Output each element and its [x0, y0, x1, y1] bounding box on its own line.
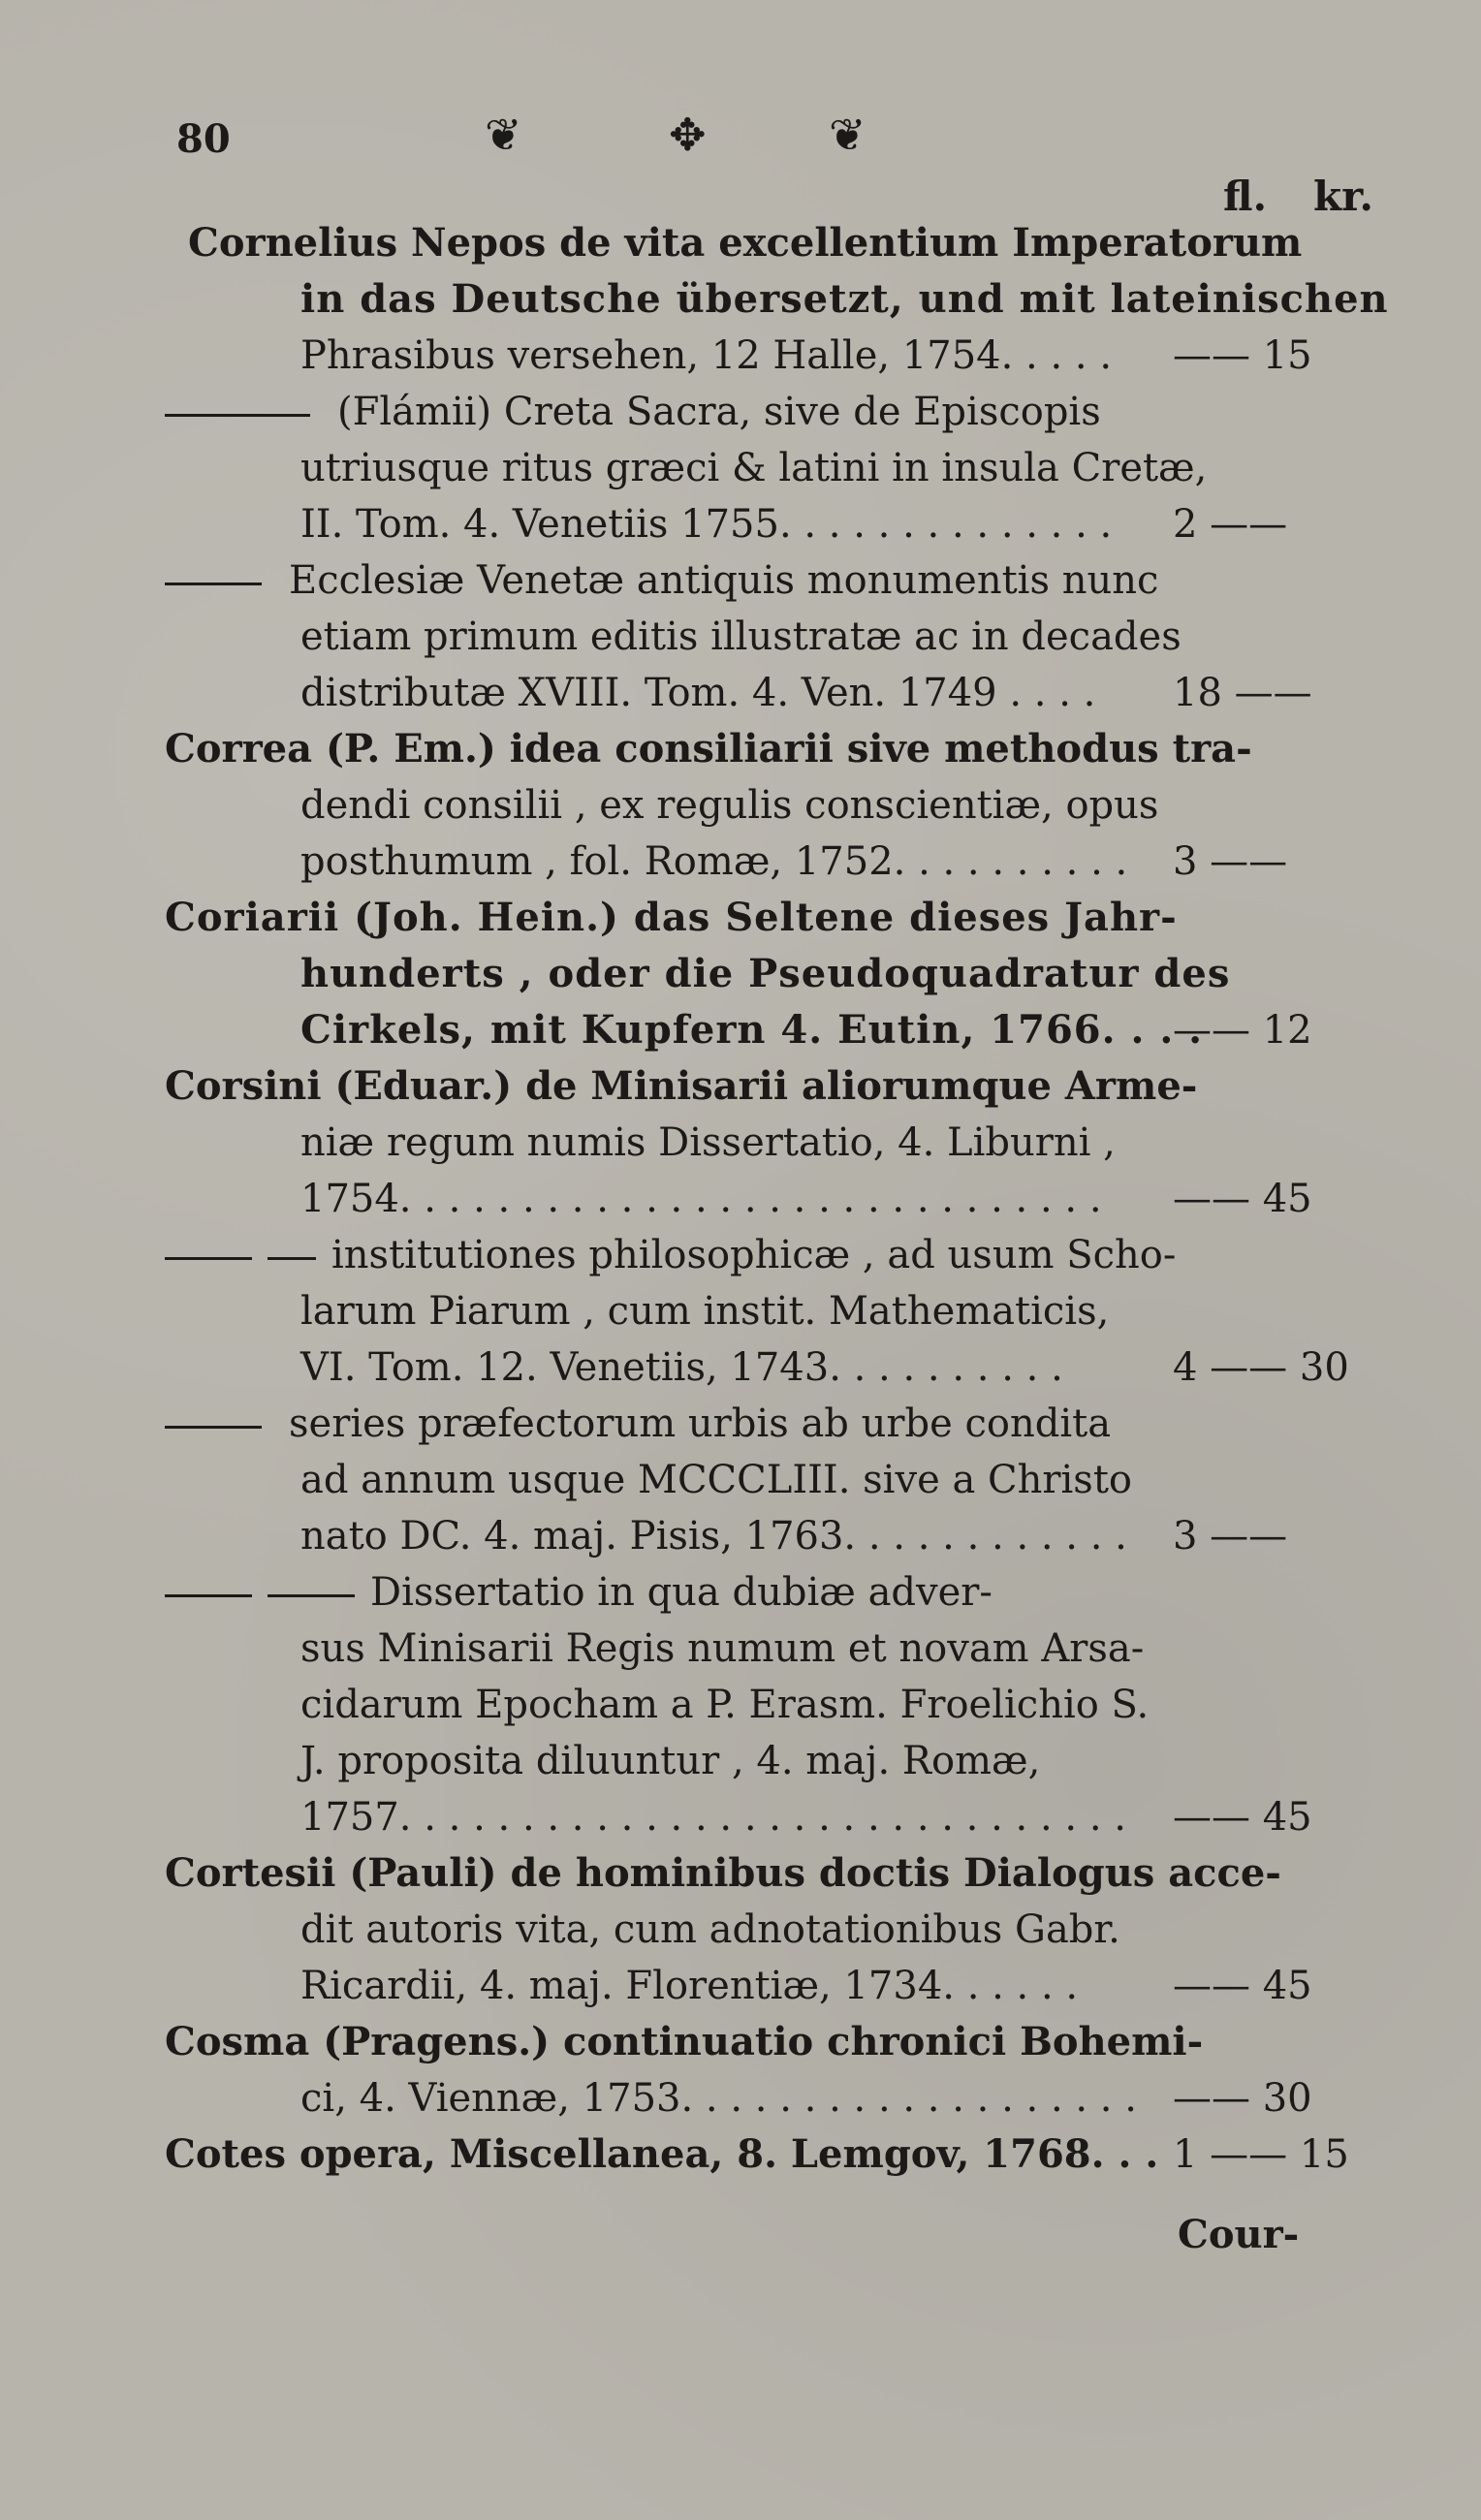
entry-line: 1757. . . . . . . . . . . . . . . . . . . . . . . . . . . . . . —— 45 — [165, 1789, 1376, 1845]
entry-line: Cotes opera, Miscellanea, 8. Lemgov, 1768. . . 1 —— 15 — [165, 2126, 1376, 2183]
entry-price: —— 30 — [1173, 2076, 1312, 2121]
entry-line: hunderts , oder die Pseudoquadratur des — [300, 951, 1231, 996]
entry-line: Corsini (Eduar.) de Minisarii aliorumque Arme- — [165, 1063, 1198, 1109]
catchword: Cour- — [1178, 2212, 1300, 2257]
entry-line: utriusque ritus græci & latini in insula Cretæ, — [300, 446, 1208, 490]
column-header-fl: fl. — [1223, 173, 1268, 220]
entry-line: larum Piarum , cum instit. Mathematicis, — [300, 1289, 1110, 1334]
entry-line: ad annum usque MCCCLIII. sive a Christo — [300, 1458, 1132, 1502]
entry-line: dit autoris vita, cum adnotationibus Gabr. — [300, 1907, 1120, 1952]
entry-price: —— 12 — [1173, 1008, 1312, 1053]
ditto-dash — [165, 414, 310, 417]
entry-line: niæ regum numis Dissertatio, 4. Liburni , — [300, 1120, 1116, 1165]
entry-line: Dissertatio in qua dubiæ adver- — [165, 1564, 1376, 1621]
entry-line: Phrasibus versehen, 12 Halle, 1754. . . . . —— 15 — [165, 328, 1376, 384]
entry-price: —— 15 — [1173, 333, 1312, 378]
catalog-entry — [165, 1396, 1376, 1564]
ditto-dash — [165, 1426, 262, 1429]
entry-line: ci, 4. Viennæ, 1753. . . . . . . . . . . . . . . . . . . —— 30 — [165, 2070, 1376, 2126]
entry-line: Cosma (Pragens.) continuatio chronici Bohemi- — [165, 2019, 1204, 2064]
catalog-entry — [165, 2126, 1376, 2183]
catalog-entry — [165, 552, 1376, 721]
entry-line: Cirkels, mit Kupfern 4. Eutin, 1766. . . . —— 12 — [165, 1002, 1376, 1058]
entry-price: —— 45 — [1173, 1795, 1312, 1840]
catalog-entry — [165, 721, 1376, 890]
entry-line: Cornelius Nepos de vita excellentium Imperatorum — [188, 220, 1303, 266]
catalog-entry — [165, 1564, 1376, 1845]
entry-line: II. Tom. 4. Venetiis 1755. . . . . . . . . . . . . . 2 —— — [165, 496, 1376, 552]
entry-price: 3 —— — [1173, 839, 1288, 884]
catalog-entry — [165, 384, 1376, 552]
entry-line: Coriarii (Joh. Hein.) das Seltene dieses Jahr- — [165, 895, 1178, 940]
entry-line: dendi consilii , ex regulis conscientiæ, opus — [300, 783, 1159, 828]
entry-line: 1754. . . . . . . . . . . . . . . . . . . . . . . . . . . . . —— 45 — [165, 1171, 1376, 1227]
entry-line: series præfectorum urbis ab urbe condita — [165, 1396, 1376, 1452]
entry-line: distributæ XVIII. Tom. 4. Ven. 1749 . . . . 18 —— — [165, 665, 1376, 721]
entry-line: etiam primum editis illustratæ ac in decades — [300, 614, 1182, 659]
entry-price: 2 —— — [1173, 502, 1288, 547]
ditto-dash — [268, 1594, 355, 1597]
ditto-dash — [165, 1257, 252, 1260]
ditto-dash — [268, 1257, 316, 1260]
entry-line: J. proposita diluuntur , 4. maj. Romæ, — [300, 1739, 1041, 1783]
entry-line: sus Minisarii Regis numum et novam Arsa- — [300, 1626, 1145, 1671]
entry-line: Ricardii, 4. maj. Florentiæ, 1734. . . . . . —— 45 — [165, 1958, 1376, 2014]
entry-line: institutiones philosophicæ , ad usum Scho- — [165, 1227, 1376, 1283]
page-number: 80 — [176, 116, 231, 162]
ditto-dash — [165, 1594, 252, 1597]
entry-line: Cortesii (Pauli) de hominibus doctis Dialogus acce- — [165, 1850, 1281, 1896]
entry-line: nato DC. 4. maj. Pisis, 1763. . . . . . . . . . . . 3 —— — [165, 1508, 1376, 1564]
entry-line: posthumum , fol. Romæ, 1752. . . . . . . . . . 3 —— — [165, 834, 1376, 890]
entry-price: 4 —— 30 — [1173, 1345, 1349, 1390]
page-header — [165, 109, 1425, 176]
entry-line: VI. Tom. 12. Venetiis, 1743. . . . . . . . . . 4 —— 30 — [165, 1339, 1376, 1396]
ornament-right-icon: ❦ — [829, 109, 867, 161]
catalog-entry — [165, 1058, 1376, 1227]
column-header-kr: kr. — [1313, 173, 1373, 220]
entry-line: Correa (P. Em.) idea consiliarii sive methodus tra- — [165, 726, 1252, 772]
entry-line: cidarum Epocham a P. Erasm. Froelichio S. — [300, 1683, 1150, 1727]
ornament-center-icon: ✥ — [669, 109, 707, 161]
entry-line: Ecclesiæ Venetæ antiquis monumentis nunc — [165, 552, 1376, 609]
catalog-entry — [165, 1845, 1376, 2014]
entry-price: —— 45 — [1173, 1177, 1312, 1221]
catalog-entry — [165, 890, 1376, 1058]
entry-price: 3 —— — [1173, 1514, 1288, 1559]
entry-price: —— 45 — [1173, 1964, 1312, 2008]
catalog-entry — [165, 215, 1389, 384]
catalog-entry — [165, 2014, 1376, 2126]
ornament-left-icon: ❦ — [485, 109, 522, 161]
entry-line: in das Deutsche übersetzt, und mit lateinischen — [300, 276, 1389, 322]
entry-line: (Flámii) Creta Sacra, sive de Episcopis — [165, 384, 1376, 440]
catalog-entries — [165, 215, 1389, 2183]
catalog-entry — [165, 1227, 1376, 1396]
entry-price: 1 —— 15 — [1173, 2132, 1349, 2177]
entry-price: 18 —— — [1173, 671, 1312, 715]
ditto-dash — [165, 583, 262, 585]
